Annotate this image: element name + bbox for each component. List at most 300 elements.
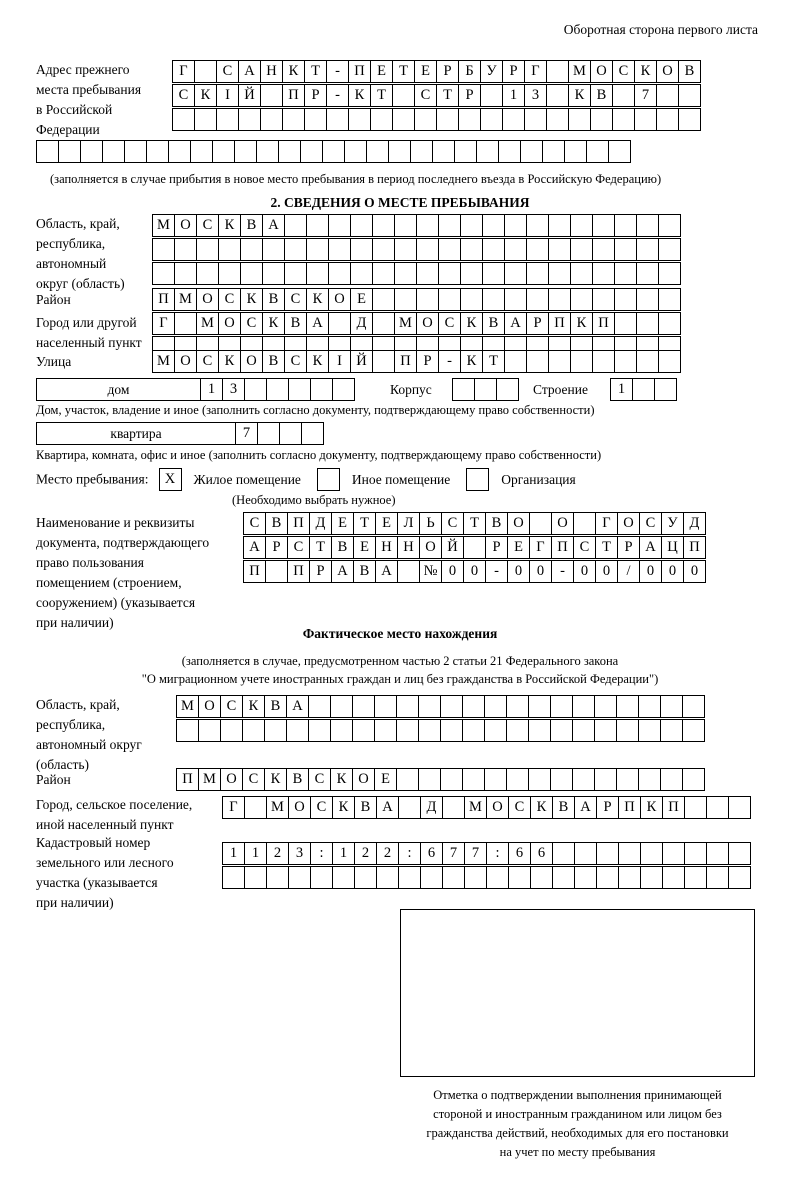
document-cell-13[interactable]: О: [507, 512, 530, 535]
region-cell-11[interactable]: [372, 262, 395, 285]
prev-address-cell-18[interactable]: [410, 140, 433, 163]
region-cell-3[interactable]: [196, 262, 219, 285]
actual-district-cell-20[interactable]: [594, 768, 617, 791]
cadastral-cell-8[interactable]: 2: [376, 842, 399, 865]
prev-address-row-4[interactable]: [36, 140, 630, 163]
prev-address-cell-23[interactable]: [520, 140, 543, 163]
region-cell-9[interactable]: [328, 262, 351, 285]
district-cell-2[interactable]: М: [174, 288, 197, 311]
actual-region-cell-20[interactable]: [594, 719, 617, 742]
cadastral-cell-16[interactable]: [552, 842, 575, 865]
region-cell-14[interactable]: [438, 262, 461, 285]
actual-district-cell-9[interactable]: О: [352, 768, 375, 791]
region-cell-20[interactable]: [570, 262, 593, 285]
document-cell-15[interactable]: П: [551, 536, 574, 559]
korpus-cells[interactable]: [452, 378, 518, 401]
prev-address-cell-14[interactable]: Б: [458, 60, 481, 83]
actual-city-row[interactable]: [222, 796, 750, 819]
cadastral-cell-23[interactable]: [706, 866, 729, 889]
cadastral-cell-12[interactable]: 7: [464, 842, 487, 865]
prev-address-cell-21[interactable]: [612, 84, 635, 107]
actual-region-cell-9[interactable]: [352, 695, 375, 718]
prev-address-cell-5[interactable]: [124, 140, 147, 163]
region-cell-4[interactable]: К: [218, 214, 241, 237]
city-cell-23[interactable]: [636, 312, 659, 335]
region-cell-1[interactable]: [152, 262, 175, 285]
district-cell-21[interactable]: [592, 288, 615, 311]
district-cell-8[interactable]: К: [306, 288, 329, 311]
region-cell-4[interactable]: [218, 262, 241, 285]
actual-district-cell-12[interactable]: [418, 768, 441, 791]
street-cell-18[interactable]: [526, 350, 549, 373]
street-cell-21[interactable]: [592, 350, 615, 373]
cadastral-row-1[interactable]: [222, 842, 750, 865]
actual-region-cell-23[interactable]: [660, 719, 683, 742]
prev-address-cell-12[interactable]: Е: [414, 60, 437, 83]
prev-address-cell-13[interactable]: Т: [436, 84, 459, 107]
prev-address-cell-13[interactable]: [300, 140, 323, 163]
dom-cell-7[interactable]: [332, 378, 355, 401]
actual-district-cell-3[interactable]: О: [220, 768, 243, 791]
region-cell-18[interactable]: [526, 238, 549, 261]
actual-region-cell-2[interactable]: [198, 719, 221, 742]
prev-address-cell-18[interactable]: [546, 60, 569, 83]
cadastral-cell-20[interactable]: [640, 842, 663, 865]
region-cell-21[interactable]: [592, 262, 615, 285]
prev-address-cell-4[interactable]: [102, 140, 125, 163]
prev-address-cell-5[interactable]: Н: [260, 60, 283, 83]
actual-city-cell-14[interactable]: С: [508, 796, 531, 819]
cadastral-cell-17[interactable]: [574, 866, 597, 889]
prev-address-cell-10[interactable]: Е: [370, 60, 393, 83]
actual-district-cell-16[interactable]: [506, 768, 529, 791]
actual-district-cell-19[interactable]: [572, 768, 595, 791]
document-cell-6[interactable]: Е: [353, 536, 376, 559]
actual-district-cell-21[interactable]: [616, 768, 639, 791]
street-cell-10[interactable]: Й: [350, 350, 373, 373]
prev-address-cell-17[interactable]: Г: [524, 60, 547, 83]
prev-address-cell-8[interactable]: [190, 140, 213, 163]
prev-address-cell-9[interactable]: К: [348, 84, 371, 107]
city-cell-22[interactable]: [614, 312, 637, 335]
region-cell-13[interactable]: [416, 262, 439, 285]
prev-address-cell-2[interactable]: К: [194, 84, 217, 107]
document-row-1[interactable]: [243, 512, 705, 535]
prev-address-cell-1[interactable]: С: [172, 84, 195, 107]
actual-region-cell-2[interactable]: О: [198, 695, 221, 718]
prev-address-cell-14[interactable]: [322, 140, 345, 163]
prev-address-cell-15[interactable]: [480, 84, 503, 107]
city-cell-17[interactable]: А: [504, 312, 527, 335]
region-cell-21[interactable]: [592, 238, 615, 261]
prev-address-cell-20[interactable]: [454, 140, 477, 163]
region-cell-4[interactable]: [218, 238, 241, 261]
cadastral-cell-24[interactable]: [728, 842, 751, 865]
region-cell-22[interactable]: [614, 262, 637, 285]
cadastral-cell-3[interactable]: [266, 866, 289, 889]
region-cell-24[interactable]: [658, 238, 681, 261]
document-cell-20[interactable]: 0: [661, 560, 684, 583]
city-cell-6[interactable]: К: [262, 312, 285, 335]
document-cell-2[interactable]: В: [265, 512, 288, 535]
prev-address-cell-12[interactable]: [278, 140, 301, 163]
actual-region-cell-10[interactable]: [374, 719, 397, 742]
actual-region-cell-21[interactable]: [616, 719, 639, 742]
cadastral-row-2[interactable]: [222, 866, 750, 889]
region-cell-16[interactable]: [482, 214, 505, 237]
dom-cell-4[interactable]: [266, 378, 289, 401]
prev-address-cell-1[interactable]: Г: [172, 60, 195, 83]
document-cell-5[interactable]: А: [331, 560, 354, 583]
prev-address-row-3[interactable]: [172, 108, 700, 131]
prev-address-cell-18[interactable]: [546, 108, 569, 131]
prev-address-cell-6[interactable]: П: [282, 84, 305, 107]
cadastral-cell-13[interactable]: [486, 866, 509, 889]
actual-district-cell-17[interactable]: [528, 768, 551, 791]
city-cell-1[interactable]: Г: [152, 312, 175, 335]
city-cell-10[interactable]: Д: [350, 312, 373, 335]
region-cell-23[interactable]: [636, 262, 659, 285]
prev-address-cell-1[interactable]: [36, 140, 59, 163]
street-cell-3[interactable]: С: [196, 350, 219, 373]
prev-address-cell-8[interactable]: -: [326, 84, 349, 107]
street-cell-8[interactable]: К: [306, 350, 329, 373]
cadastral-cell-17[interactable]: [574, 842, 597, 865]
prev-address-cell-9[interactable]: [212, 140, 235, 163]
prev-address-cell-17[interactable]: [524, 108, 547, 131]
actual-region-cell-5[interactable]: В: [264, 695, 287, 718]
document-cell-8[interactable]: [397, 560, 420, 583]
region-cell-7[interactable]: [284, 238, 307, 261]
cadastral-cell-20[interactable]: [640, 866, 663, 889]
actual-city-cell-10[interactable]: Д: [420, 796, 443, 819]
actual-region-cell-14[interactable]: [462, 695, 485, 718]
prev-address-cell-15[interactable]: [480, 108, 503, 131]
cadastral-cell-4[interactable]: [288, 866, 311, 889]
region-cell-16[interactable]: [482, 238, 505, 261]
district-cell-16[interactable]: [482, 288, 505, 311]
district-cell-18[interactable]: [526, 288, 549, 311]
region-cell-3[interactable]: [196, 238, 219, 261]
actual-region-cell-16[interactable]: [506, 719, 529, 742]
region-row-2[interactable]: [152, 238, 680, 261]
actual-city-cell-19[interactable]: П: [618, 796, 641, 819]
prev-address-cell-23[interactable]: О: [656, 60, 679, 83]
cadastral-cell-24[interactable]: [728, 866, 751, 889]
actual-city-cell-11[interactable]: [442, 796, 465, 819]
district-cell-1[interactable]: П: [152, 288, 175, 311]
region-cell-24[interactable]: [658, 214, 681, 237]
region-cell-19[interactable]: [548, 214, 571, 237]
district-cell-24[interactable]: [658, 288, 681, 311]
cadastral-cell-22[interactable]: [684, 842, 707, 865]
prev-address-cell-16[interactable]: [366, 140, 389, 163]
korpus-cell-2[interactable]: [474, 378, 497, 401]
cadastral-cell-14[interactable]: [508, 866, 531, 889]
actual-city-cell-24[interactable]: [728, 796, 751, 819]
prev-address-cell-4[interactable]: [238, 108, 261, 131]
prev-address-cell-14[interactable]: [458, 108, 481, 131]
cadastral-cell-23[interactable]: [706, 842, 729, 865]
document-cell-9[interactable]: №: [419, 560, 442, 583]
actual-region-cell-4[interactable]: [242, 719, 265, 742]
prev-address-cell-11[interactable]: [392, 84, 415, 107]
document-cell-3[interactable]: П: [287, 560, 310, 583]
cadastral-cell-8[interactable]: [376, 866, 399, 889]
region-cell-8[interactable]: [306, 262, 329, 285]
actual-region-cell-17[interactable]: [528, 695, 551, 718]
prev-address-cell-7[interactable]: [304, 108, 327, 131]
document-cell-16[interactable]: 0: [573, 560, 596, 583]
prev-address-cell-23[interactable]: [656, 84, 679, 107]
prev-address-cell-6[interactable]: [146, 140, 169, 163]
actual-district-cell-2[interactable]: М: [198, 768, 221, 791]
document-cell-17[interactable]: Г: [595, 512, 618, 535]
dom-cell-5[interactable]: [288, 378, 311, 401]
prev-address-cell-7[interactable]: Т: [304, 60, 327, 83]
district-cell-20[interactable]: [570, 288, 593, 311]
region-cell-21[interactable]: [592, 214, 615, 237]
cadastral-cell-7[interactable]: 2: [354, 842, 377, 865]
cadastral-cell-15[interactable]: 6: [530, 842, 553, 865]
prev-address-cell-8[interactable]: [326, 108, 349, 131]
document-cell-17[interactable]: Т: [595, 536, 618, 559]
region-row-3[interactable]: [152, 262, 680, 285]
prev-address-cell-10[interactable]: [234, 140, 257, 163]
prev-address-cell-19[interactable]: К: [568, 84, 591, 107]
actual-city-cell-16[interactable]: В: [552, 796, 575, 819]
document-cell-19[interactable]: 0: [639, 560, 662, 583]
prev-address-cell-4[interactable]: А: [238, 60, 261, 83]
prev-address-cell-16[interactable]: 1: [502, 84, 525, 107]
prev-address-cell-3[interactable]: [80, 140, 103, 163]
document-cell-21[interactable]: 0: [683, 560, 706, 583]
district-cell-17[interactable]: [504, 288, 527, 311]
document-cell-11[interactable]: 0: [463, 560, 486, 583]
prev-address-cell-24[interactable]: [678, 108, 701, 131]
cadastral-cell-6[interactable]: [332, 866, 355, 889]
kvartira-cell-1[interactable]: 7: [235, 422, 258, 445]
prev-address-cell-20[interactable]: [590, 108, 613, 131]
prev-address-cell-17[interactable]: [388, 140, 411, 163]
district-cell-14[interactable]: [438, 288, 461, 311]
street-cell-17[interactable]: [504, 350, 527, 373]
district-cell-12[interactable]: [394, 288, 417, 311]
actual-district-cell-10[interactable]: Е: [374, 768, 397, 791]
prev-address-cell-8[interactable]: -: [326, 60, 349, 83]
prev-address-cell-19[interactable]: М: [568, 60, 591, 83]
city-cell-5[interactable]: С: [240, 312, 263, 335]
cadastral-cell-11[interactable]: 7: [442, 842, 465, 865]
actual-region-cell-15[interactable]: [484, 719, 507, 742]
prev-address-cell-20[interactable]: В: [590, 84, 613, 107]
stroenie-cell-1[interactable]: 1: [610, 378, 633, 401]
region-cell-18[interactable]: [526, 262, 549, 285]
prev-address-cell-16[interactable]: [502, 108, 525, 131]
actual-region-row-2[interactable]: [176, 719, 704, 742]
prev-address-row-1[interactable]: [172, 60, 700, 83]
cadastral-cell-18[interactable]: [596, 866, 619, 889]
region-cell-6[interactable]: [262, 262, 285, 285]
region-cell-1[interactable]: М: [152, 214, 175, 237]
street-cell-13[interactable]: Р: [416, 350, 439, 373]
cadastral-cell-2[interactable]: [244, 866, 267, 889]
region-cell-3[interactable]: С: [196, 214, 219, 237]
document-cell-8[interactable]: Л: [397, 512, 420, 535]
street-cell-15[interactable]: К: [460, 350, 483, 373]
cadastral-cell-1[interactable]: 1: [222, 842, 245, 865]
document-cell-10[interactable]: С: [441, 512, 464, 535]
city-cell-3[interactable]: М: [196, 312, 219, 335]
dom-cell-1[interactable]: 1: [200, 378, 223, 401]
region-cell-7[interactable]: [284, 214, 307, 237]
region-cell-9[interactable]: [328, 238, 351, 261]
actual-city-cell-6[interactable]: К: [332, 796, 355, 819]
document-cell-21[interactable]: П: [683, 536, 706, 559]
dom-cell-6[interactable]: [310, 378, 333, 401]
prev-address-cell-3[interactable]: С: [216, 60, 239, 83]
city-cell-15[interactable]: К: [460, 312, 483, 335]
actual-region-cell-15[interactable]: [484, 695, 507, 718]
street-cell-24[interactable]: [658, 350, 681, 373]
document-cell-4[interactable]: Д: [309, 512, 332, 535]
actual-region-cell-8[interactable]: [330, 719, 353, 742]
actual-city-cell-21[interactable]: П: [662, 796, 685, 819]
region-cell-12[interactable]: [394, 262, 417, 285]
actual-district-cell-5[interactable]: К: [264, 768, 287, 791]
actual-district-cell-23[interactable]: [660, 768, 683, 791]
document-cell-4[interactable]: Р: [309, 560, 332, 583]
document-cell-13[interactable]: 0: [507, 560, 530, 583]
region-cell-14[interactable]: [438, 214, 461, 237]
actual-region-cell-19[interactable]: [572, 719, 595, 742]
prev-address-cell-27[interactable]: [608, 140, 631, 163]
district-cell-9[interactable]: О: [328, 288, 351, 311]
region-cell-19[interactable]: [548, 238, 571, 261]
region-cell-12[interactable]: [394, 214, 417, 237]
actual-region-cell-11[interactable]: [396, 719, 419, 742]
document-cell-19[interactable]: С: [639, 512, 662, 535]
actual-district-row[interactable]: [176, 768, 704, 791]
checkbox-inoe[interactable]: [317, 468, 340, 491]
region-cell-5[interactable]: [240, 238, 263, 261]
cadastral-cell-10[interactable]: [420, 866, 443, 889]
kvartira-cells[interactable]: [235, 422, 323, 445]
actual-city-cell-23[interactable]: [706, 796, 729, 819]
region-cell-10[interactable]: [350, 262, 373, 285]
actual-city-cell-8[interactable]: А: [376, 796, 399, 819]
actual-district-cell-4[interactable]: С: [242, 768, 265, 791]
district-cell-3[interactable]: О: [196, 288, 219, 311]
document-cell-7[interactable]: Е: [375, 512, 398, 535]
street-cell-11[interactable]: [372, 350, 395, 373]
street-cell-1[interactable]: М: [152, 350, 175, 373]
prev-address-cell-11[interactable]: [256, 140, 279, 163]
city-row-1[interactable]: [152, 312, 680, 335]
actual-city-cell-1[interactable]: Г: [222, 796, 245, 819]
document-cell-21[interactable]: Д: [683, 512, 706, 535]
prev-address-cell-22[interactable]: 7: [634, 84, 657, 107]
actual-district-cell-14[interactable]: [462, 768, 485, 791]
kvartira-cell-3[interactable]: [279, 422, 302, 445]
document-cell-18[interactable]: /: [617, 560, 640, 583]
prev-address-cell-24[interactable]: [678, 84, 701, 107]
region-cell-11[interactable]: [372, 238, 395, 261]
cadastral-cell-4[interactable]: 3: [288, 842, 311, 865]
region-cell-6[interactable]: [262, 238, 285, 261]
prev-address-cell-3[interactable]: І: [216, 84, 239, 107]
actual-district-cell-7[interactable]: С: [308, 768, 331, 791]
actual-city-cell-18[interactable]: Р: [596, 796, 619, 819]
prev-address-cell-12[interactable]: С: [414, 84, 437, 107]
document-cell-16[interactable]: С: [573, 536, 596, 559]
actual-region-cell-12[interactable]: [418, 719, 441, 742]
dom-cell-2[interactable]: 3: [222, 378, 245, 401]
cadastral-cell-16[interactable]: [552, 866, 575, 889]
prev-address-cell-5[interactable]: [260, 108, 283, 131]
city-cell-18[interactable]: Р: [526, 312, 549, 335]
actual-region-cell-18[interactable]: [550, 695, 573, 718]
document-cell-16[interactable]: [573, 512, 596, 535]
prev-address-cell-2[interactable]: [194, 108, 217, 131]
document-cell-15[interactable]: О: [551, 512, 574, 535]
cadastral-cell-5[interactable]: :: [310, 842, 333, 865]
prev-address-cell-24[interactable]: [542, 140, 565, 163]
region-cell-2[interactable]: [174, 238, 197, 261]
document-cell-3[interactable]: П: [287, 512, 310, 535]
dom-cells[interactable]: [200, 378, 354, 401]
prev-address-cell-7[interactable]: [168, 140, 191, 163]
prev-address-cell-9[interactable]: П: [348, 60, 371, 83]
prev-address-cell-16[interactable]: Р: [502, 60, 525, 83]
actual-region-cell-14[interactable]: [462, 719, 485, 742]
region-cell-8[interactable]: [306, 238, 329, 261]
actual-city-cell-5[interactable]: С: [310, 796, 333, 819]
actual-city-cell-7[interactable]: В: [354, 796, 377, 819]
district-cell-19[interactable]: [548, 288, 571, 311]
cadastral-cell-9[interactable]: :: [398, 842, 421, 865]
prev-address-cell-4[interactable]: Й: [238, 84, 261, 107]
document-cell-3[interactable]: С: [287, 536, 310, 559]
district-cell-22[interactable]: [614, 288, 637, 311]
document-cell-7[interactable]: Н: [375, 536, 398, 559]
region-cell-12[interactable]: [394, 238, 417, 261]
region-cell-15[interactable]: [460, 238, 483, 261]
document-cell-15[interactable]: -: [551, 560, 574, 583]
prev-address-cell-2[interactable]: [194, 60, 217, 83]
district-cell-13[interactable]: [416, 288, 439, 311]
prev-address-cell-6[interactable]: [282, 108, 305, 131]
prev-address-cell-15[interactable]: У: [480, 60, 503, 83]
prev-address-cell-7[interactable]: Р: [304, 84, 327, 107]
region-cell-11[interactable]: [372, 214, 395, 237]
actual-region-cell-12[interactable]: [418, 695, 441, 718]
region-cell-20[interactable]: [570, 214, 593, 237]
region-cell-18[interactable]: [526, 214, 549, 237]
cadastral-cell-6[interactable]: 1: [332, 842, 355, 865]
region-cell-8[interactable]: [306, 214, 329, 237]
prev-address-cell-14[interactable]: Р: [458, 84, 481, 107]
district-cell-5[interactable]: К: [240, 288, 263, 311]
actual-district-cell-8[interactable]: К: [330, 768, 353, 791]
prev-address-cell-10[interactable]: Т: [370, 84, 393, 107]
region-cell-10[interactable]: [350, 214, 373, 237]
cadastral-cell-15[interactable]: [530, 866, 553, 889]
actual-region-cell-7[interactable]: [308, 695, 331, 718]
actual-region-cell-6[interactable]: А: [286, 695, 309, 718]
actual-region-cell-10[interactable]: [374, 695, 397, 718]
district-cell-7[interactable]: С: [284, 288, 307, 311]
